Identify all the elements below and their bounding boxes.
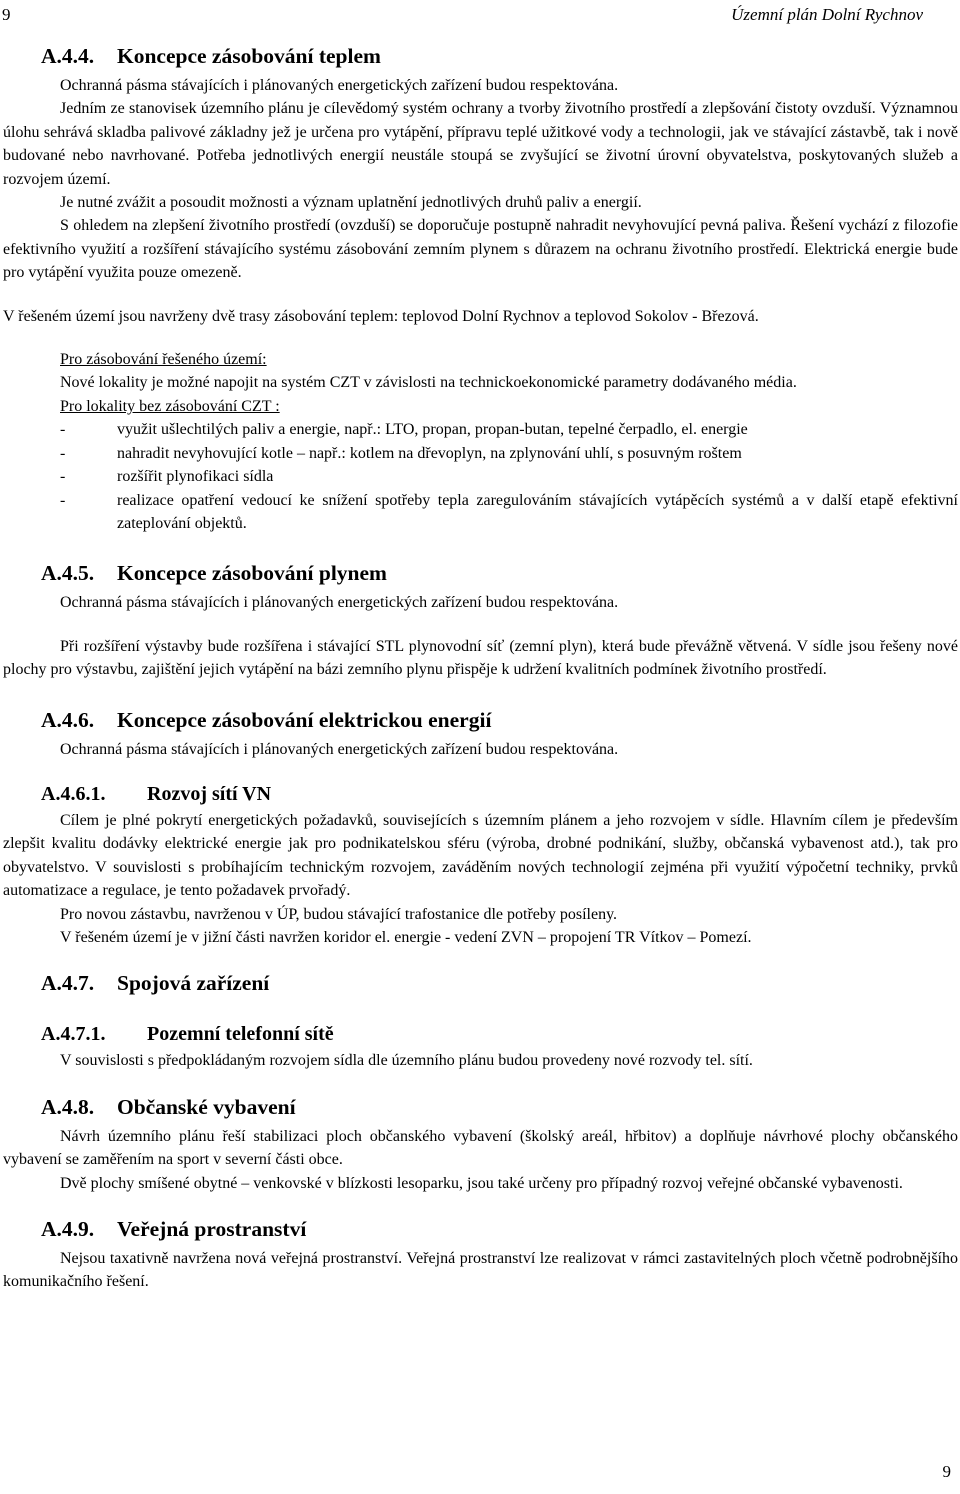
subsection-number: A.4.7.1. [41,1023,106,1046]
list-dash: - [60,468,66,486]
section-title: Koncepce zásobování teplem [117,44,381,68]
spacer [3,1195,958,1215]
section-number: A.4.9. [41,1217,95,1241]
section-title: Koncepce zásobování plynem [117,561,387,586]
section-heading-communication [41,969,958,997]
section-heading-gas-supply [41,559,958,587]
list-item: - využit ušlechtilých paliv a energie, např.: LTO, propan, propan-butan, tepelné čerpadlo, el. energie [3,418,958,441]
spacer [3,535,958,559]
paragraph: Při rozšíření výstavby bude rozšířena i stávající STL plynovodní síť (zemní plyn), která bude převážně větvená. V sídle jsou řešeny nové plochy pro výstavbu, zajištění jejich vytápění na bázi zemního plynu přispěje k udržení kvalitních podmínek životního prostředí. [3,637,958,679]
spacer [3,615,958,635]
paragraph: V řešeném území je v jižní části navržen koridor el. energie - vedení ZVN – propojení TR Vítkov – Pomezí. [60,928,752,946]
paragraph: Ochranná pásma stávajících i plánovaných energetických zařízení budou respektována. [60,77,619,94]
header-document-title: Územní plán Dolní Rychnov [731,5,923,24]
subsection-title: Rozvoj sítí VN [147,782,272,805]
spacer [3,1073,958,1093]
spacer [3,949,958,969]
subsection-title: Pozemní telefonní sítě [147,1023,334,1046]
subsection-number: A.4.6.1. [41,782,106,805]
page-header [0,5,960,29]
spacer [3,761,958,781]
section-number: A.4.7. [41,971,95,996]
list-item: - rozšířit plynofikaci sídla [3,465,958,488]
section-heading-electricity-supply [41,706,958,734]
spacer [3,1001,958,1021]
list-dash: - [60,421,66,439]
section-number: A.4.5. [41,561,95,586]
section-heading-public-spaces [41,1215,958,1243]
list-item: - realizace opatření vedoucí ke snížení spotřeby tepla zaregulováním stávajících vytápěcích systémů a v další etapě efektivní zateplování objektů. [3,489,958,536]
section-number: A.4.6. [41,707,95,732]
paragraph: Cílem je plné pokrytí energetických požadavků, souvisejících s územním plánem a jeho rozvojem v sídle. Hlavním cílem je především zlepšit kvalitu dodávky elektrické energie jak pro podnikatelskou sféru (výroba, drobné podnikání, služby, občanská vybavenost atd.), tak pro obyvatelstvo. V souvislosti s probíhajícím technickým rozvojem, zaváděním nových technologií zejména při využití výpočetní techniky, prvků automatizace a regulace, je tento požadavek prvořadý. [3,811,958,900]
footer-page-number: 9 [942,1462,951,1481]
list-item: - nahradit nevyhovující kotle – např.: kotlem na dřevoplyn, na zplynování uhlí, s posuvným roštem [3,442,958,465]
paragraph: Nové lokality je možné napojit na systém CZT v závislosti na technickoekonomické parametry dodávaného média. [60,374,797,392]
section-title: Občanské vybavení [117,1094,296,1119]
bullet-list [3,418,958,535]
list-dash: - [60,444,66,462]
subheading-underlined: Pro lokality bez zásobování CZT : [60,397,280,415]
spacer [3,285,958,305]
paragraph: Je nutné zvážit a posoudit možnosti a význam uplatnění jednotlivých druhů paliv a energií. [60,194,642,212]
section-heading-civic-amenities [41,1093,958,1121]
subheading-underlined: Pro zásobování řešeného území: [60,351,267,369]
paragraph: Jedním ze stanovisek územního plánu je cílevědomý systém ochrany a tvorby životního prostředí a zlepšování čistoty ovzduší. Významnou úlohu sehrává skladba palivové základny jež je určena pro vytápění, přípravu teplé užitkové vody a technologii, jak ve stávající zástavbě, tak i nově budované nebo navrhované. Potřeba jednotlivých energií neustále stoupá se zvyšující se životní úrovní obyvatelstva, poskytovaných služeb a rozvojem území. [3,100,958,188]
section-title: Koncepce zásobování elektrickou energií [117,707,492,732]
header-page-number: 9 [2,5,11,24]
paragraph: Nejsou taxativně navržena nová veřejná prostranství. Veřejná prostranství lze realizovat v rámci zastavitelných ploch včetně podrobnějšího komunikačního řešení. [3,1250,958,1291]
paragraph: V souvislosti s předpokládaným rozvojem sídla dle územního plánu budou provedeny nové rozvody tel. sítí. [60,1052,753,1070]
section-title: Veřejná prostranství [117,1217,307,1241]
paragraph: V řešeném území jsou navrženy dvě trasy zásobování teplem: teplovod Dolní Rychnov a teplovod Sokolov - Březová. [3,307,759,325]
section-heading-heat-supply [41,42,958,70]
spacer [3,682,958,706]
paragraph: S ohledem na zlepšení životního prostředí (ovzduší) se doporučuje postupně nahradit nevyhovující pevná paliva. Řešení vychází z filozofie efektivního využití a rozšíření stávajícího systému zásobování zemním plynem s důrazem na ochranu životního prostředí. Elektrická energie bude pro vytápění využita pouze omezeně. [3,217,958,282]
paragraph: Pro novou zástavbu, navrženou v ÚP, budou stávající trafostanice dle potřeby posíleny. [60,905,618,923]
section-number: A.4.8. [41,1094,95,1119]
document-content [3,42,958,1294]
section-title: Spojová zařízení [117,971,270,996]
paragraph: Návrh územního plánu řeší stabilizaci ploch občanského vybavení (školský areál, hřbitov) a doplňuje návrhové plochy občanského vybavení se zaměřením na sport v severní části obce. [3,1127,958,1169]
paragraph: Dvě plochy smíšené obytné – venkovské v blízkosti lesoparku, jsou také určeny pro případný rozvoj veřejné občanské vybavenosti. [60,1174,903,1192]
subsection-heading-vn-networks [41,781,958,807]
section-number: A.4.4. [41,44,95,68]
list-dash: - [60,491,66,509]
paragraph: Ochranná pásma stávajících i plánovaných energetických zařízení budou respektována. [60,740,619,758]
subsection-heading-telephone-networks [41,1021,958,1047]
spacer [3,328,958,348]
paragraph: Ochranná pásma stávajících i plánovaných energetických zařízení budou respektována. [60,594,619,612]
